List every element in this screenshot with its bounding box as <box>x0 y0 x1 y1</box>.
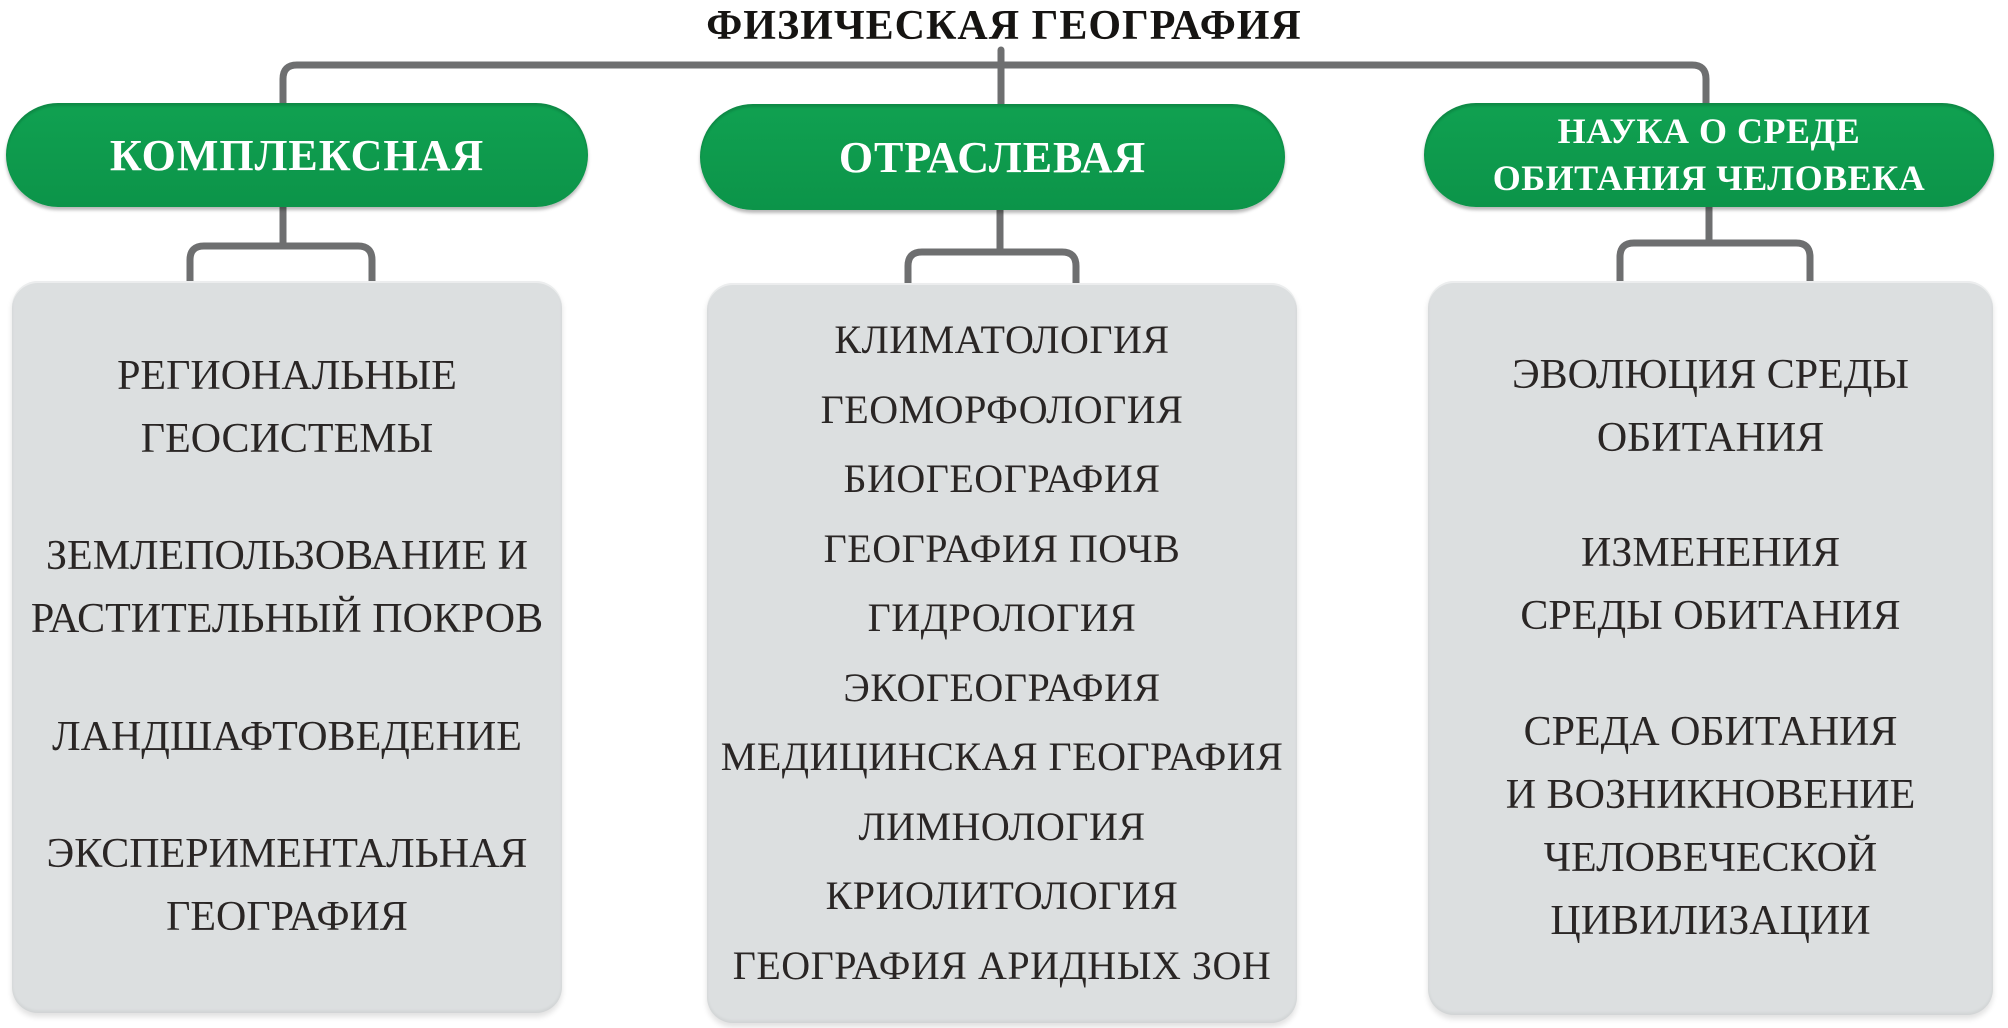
connector-bracket-habitat <box>1620 243 1810 284</box>
pill-complex-label: КОМПЛЕКСНАЯ <box>109 130 485 180</box>
connector-bracket-complex <box>190 246 372 284</box>
list-item: ИЗМЕНЕНИЯ СРЕДЫ ОБИТАНИЯ <box>1520 530 1901 639</box>
list-item: ЗЕМЛЕПОЛЬЗОВАНИЕ И РАСТИТЕЛЬНЫЙ ПОКРОВ <box>30 533 544 643</box>
pill-sectoral <box>700 104 1285 210</box>
pill-habitat-label-line2: ОБИТАНИЯ ЧЕЛОВЕКА <box>1492 158 1926 198</box>
list-item: ЭВОЛЮЦИЯ СРЕДЫ ОБИТАНИЯ <box>1511 351 1910 461</box>
list-item: ГИДРОЛОГИЯ <box>867 595 1137 641</box>
box-sectoral <box>707 283 1297 1023</box>
list-item: ЭКСПЕРИМЕНТАЛЬНАЯ ГЕОГРАФИЯ <box>46 830 528 940</box>
pill-complex <box>6 103 588 207</box>
connector-trunk <box>283 65 1706 107</box>
pill-habitat <box>1424 103 1994 207</box>
list-item: КРИОЛИТОЛОГИЯ <box>825 873 1179 919</box>
pill-habitat-label-line1: НАУКА О СРЕДЕ <box>1557 111 1861 152</box>
list-item: ЛАНДШАФТОВЕДЕНИЕ <box>52 713 522 760</box>
box-habitat <box>1428 281 1993 1015</box>
pill-sectoral-label: ОТРАСЛЕВАЯ <box>838 132 1147 182</box>
diagram-title: ФИЗИЧЕСКАЯ ГЕОГРАФИЯ <box>706 3 1302 49</box>
list-item: ЛИМНОЛОГИЯ <box>858 803 1146 849</box>
list-item: СРЕДА ОБИТАНИЯ И ВОЗНИКНОВЕНИЕ ЧЕЛОВЕЧЕСКОЙ ЦИВИЛИЗАЦИИ <box>1505 708 1916 944</box>
list-item: БИОГЕОГРАФИЯ <box>843 456 1161 502</box>
list-item: ГЕОГРАФИЯ ПОЧВ <box>823 525 1181 571</box>
list-item: КЛИМАТОЛОГИЯ <box>834 317 1170 363</box>
list-item: ГЕОГРАФИЯ АРИДНЫХ ЗОН <box>732 942 1272 988</box>
list-item: МЕДИЦИНСКАЯ ГЕОГРАФИЯ <box>720 734 1284 780</box>
list-item: ЭКОГЕОГРАФИЯ <box>843 664 1161 710</box>
list-item: РЕГИОНАЛЬНЫЕ ГЕОСИСТЕМЫ <box>117 353 457 463</box>
box-complex <box>12 281 562 1013</box>
list-item: ГЕОМОРФОЛОГИЯ <box>820 386 1184 432</box>
